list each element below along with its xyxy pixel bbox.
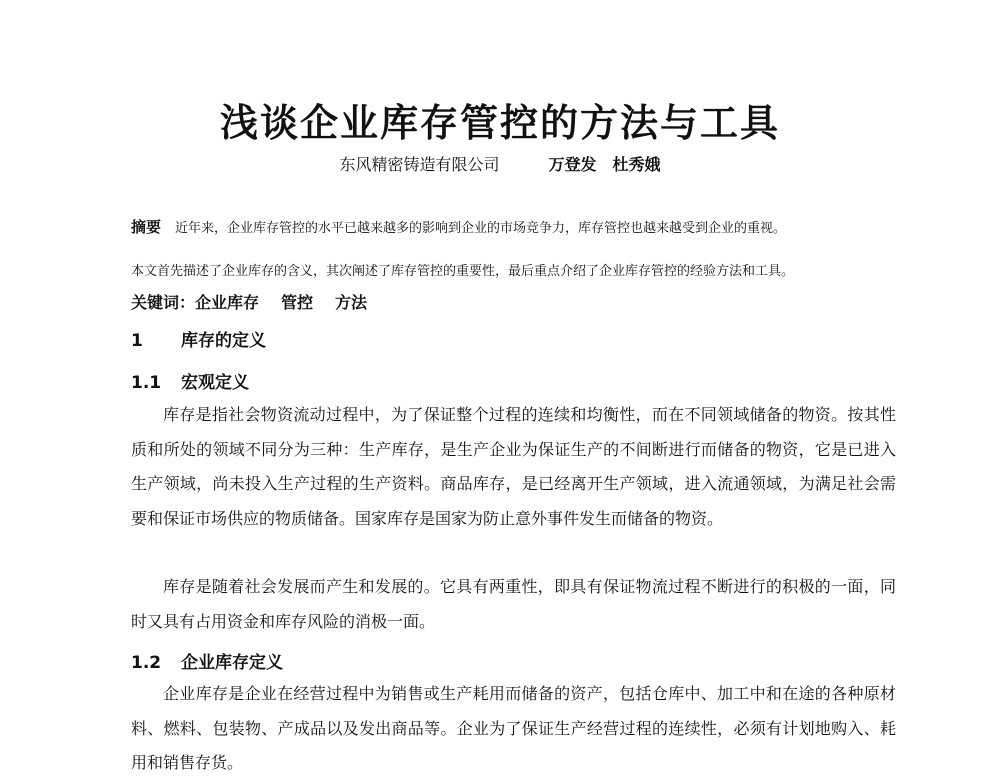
keywords [131,290,389,313]
keyword: 企业库存 [195,293,260,312]
paper-title: 浅谈企业库存管控的方法与工具 [219,101,780,145]
section-heading-1 [131,326,266,351]
body-paragraph-3: 企业库存是企业在经营过程中为销售或生产耗用而储备的资产，包括仓库中、加工中和在途的各种原材料、燃料、包装物、产成品以及发出商品等。企业为了保证生产经营过程的连续性，必须有计划地购入、耗用和销售存货。 [131,684,896,772]
section-number: 1.2 [131,653,162,673]
section-title: 库存的定义 [181,331,266,351]
section-number: 1 [131,331,143,351]
byline [0,152,1000,175]
keyword: 管控 [281,293,314,312]
body-paragraph-1: 库存是指社会物资流动过程中，为了保证整个过程的连续和均衡性，而在不同领域储备的物资。按其性质和所处的领域不同分为三种：生产库存，是生产企业为保证生产的不间断进行而储备的物资，它是已进入生产领域，尚未投入生产过程的生产资料。商品库存，是已经离开生产领域，进入流通领域，为满足社会需要和保证市场供应的物质储备。国家库存是国家为防止意外事件发生而储备的物资。 [131,405,896,528]
section-title: 企业库存定义 [181,653,283,673]
abstract-text-line2: 本文首先描述了企业库存的含义，其次阐述了库存管控的重要性，最后重点介绍了企业库存管控的经验方法和工具。 [131,264,795,279]
keyword: 方法 [335,293,368,312]
author-names: 万登发 杜秀娥 [548,155,661,174]
abstract [131,216,901,237]
section-heading-1-1 [131,368,249,393]
section-heading-1-2 [131,648,283,673]
section-title: 宏观定义 [181,373,249,393]
section-number: 1.1 [131,373,162,393]
body-paragraph-2: 库存是随着社会发展而产生和发展的。它具有两重性，即具有保证物流过程不断进行的积极的一面，同时又具有占用资金和库存风险的消极一面。 [131,577,896,631]
abstract-label: 摘要 [131,218,162,236]
author-organization: 东风精密铸造有限公司 [339,155,500,174]
keywords-label: 关键词： [131,293,196,312]
abstract-text-line1: 近年来，企业库存管控的水平已越来越多的影响到企业的市场竞争力，库存管控也越来越受到企业的重视。 [175,221,787,236]
